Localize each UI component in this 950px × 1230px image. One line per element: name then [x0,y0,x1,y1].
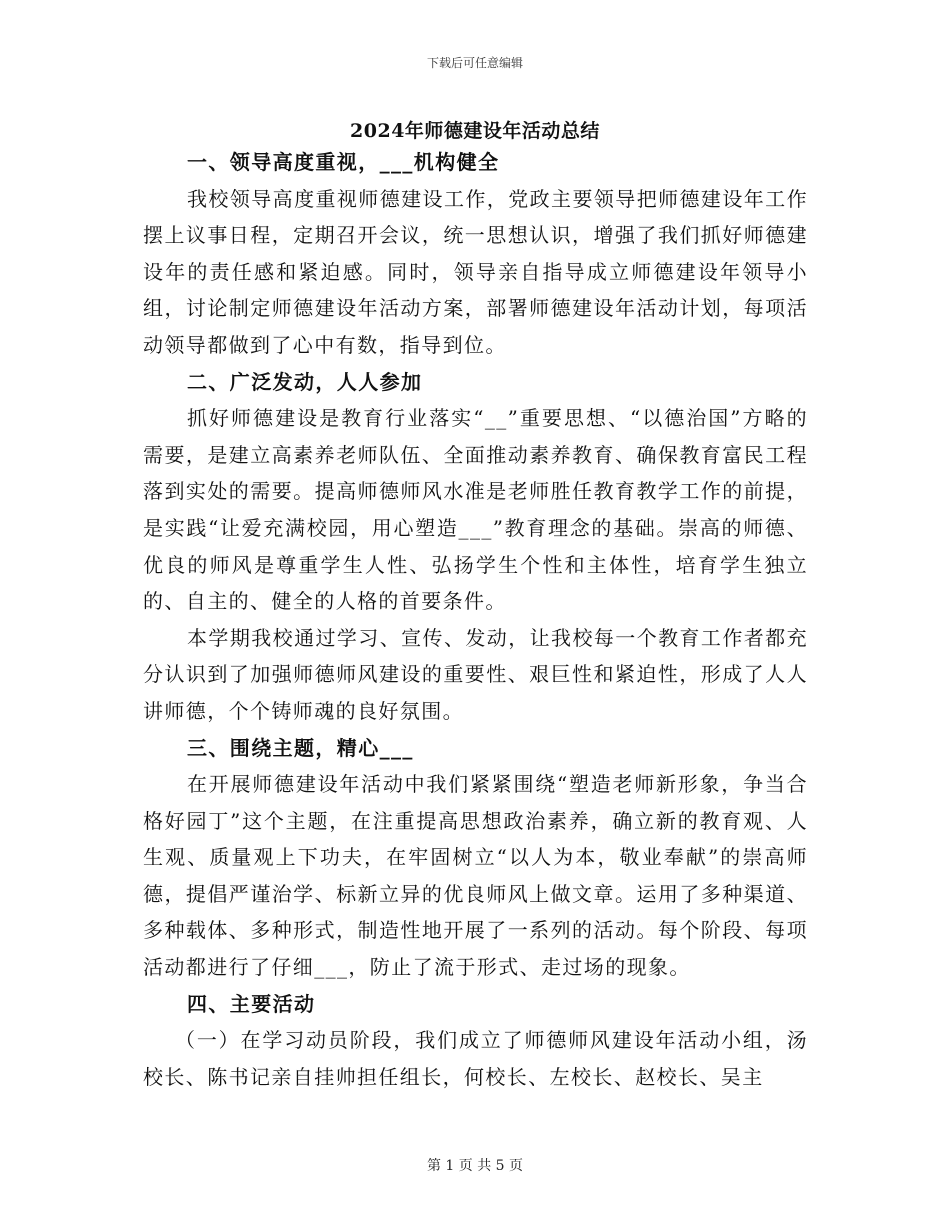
paragraph-3: 本学期我校通过学习、宣传、发动，让我校每一个教育工作者都充分认识到了加强师德师风建设的重要性、艰巨性和紧迫性，形成了人人讲师德，个个铸师魂的良好氛围。 [143,625,808,723]
paragraph-5: （一）在学习动员阶段，我们成立了师德师风建设年活动小组，汤校长、陈书记亲自挂帅担任组长，何校长、左校长、赵校长、吴主 [143,1028,808,1089]
paragraph-2: 抓好师德建设是教育行业落实“__”重要思想、“以德治国”方略的需要，是建立高素养老师队伍、全面推动素养教育、确保教育富民工程落到实处的需要。提高师德师风水准是老师胜任教育教学工作的前提，是实践“让爱充满校园，用心塑造___”教育理念的基础。崇高的师德、优良的师风是尊重学生人性、弘扬学生个性和主体性，培育学生独立的、自主的、健全的人格的首要条件。 [143,406,808,614]
section-heading-1: 一、领导高度重视，___机构健全 [187,150,500,174]
document-body [143,144,808,1095]
paragraph-1: 我校领导高度重视师德建设工作，党政主要领导把师德建设年工作摆上议事日程，定期召开会议，统一思想认识，增强了我们抓好师德建设年的责任感和紧迫感。同时，领导亲自指导成立师德建设年领导小组，讨论制定师德建设年活动方案，部署师德建设年活动计划，每项活动领导都做到了心中有数，指导到位。 [143,186,808,357]
section-heading-4: 四、主要活动 [187,991,316,1016]
paragraph-4: 在开展师德建设年活动中我们紧紧围绕“塑造老师新形象，争当合格好园丁”这个主题，在注重提高思想政治素养，确立新的教育观、人生观、质量观上下功夫，在牢固树立“以人为本，敬业奉献”的崇高师德，提倡严谨治学、标新立异的优良师风上做文章。运用了多种渠道、多种载体、多种形式，制造性地开展了一系列的活动。每个阶段、每项活动都进行了仔细___，防止了流于形式、走过场的现象。 [143,772,808,980]
section-heading-3: 三、围绕主题，精心___ [187,735,414,760]
page-header: 下载后可任意编辑 [426,56,523,70]
section-heading-2: 二、广泛发动，人人参加 [187,369,423,394]
page-footer: 第 1 页 共 5 页 [426,1158,524,1174]
document-title: 2024年师德建设年活动总结 [350,120,600,142]
